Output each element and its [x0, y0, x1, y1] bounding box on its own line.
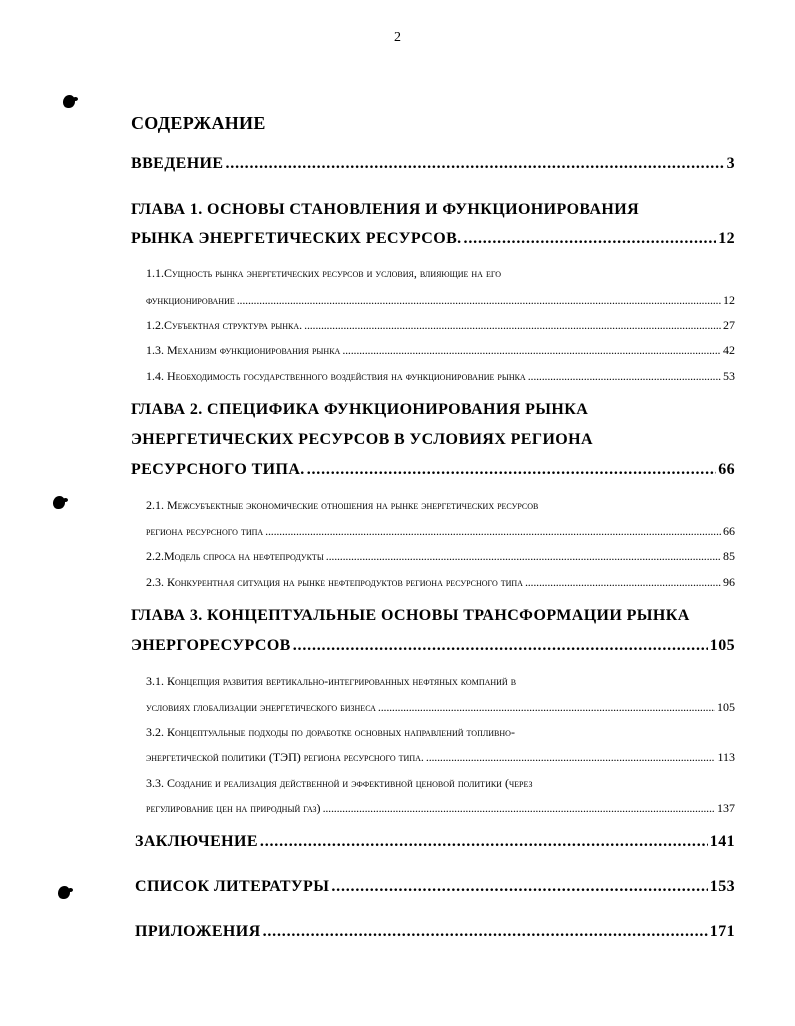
toc-entry-section-3-2-cont[interactable]: [146, 750, 735, 768]
toc-entry-section-1-3[interactable]: [146, 343, 735, 361]
page-ref: 12: [723, 293, 735, 307]
entry-text: 1.1.Сущность рынка энергетических ресурсов и условия, влияющие на его: [146, 266, 502, 280]
entry-text: энергетической политики (ТЭП) региона ресурсного типа.: [146, 750, 424, 764]
entry-text: 3.3. Создание и реализация действенной и эффективной ценовой политики (через: [146, 776, 533, 790]
dot-leader: [304, 318, 721, 333]
page-ref: 105: [717, 700, 735, 714]
page-ref: 137: [717, 801, 735, 815]
dot-leader: [378, 700, 715, 715]
entry-text: 2.2.Модель спроса на нефтепродукты: [146, 549, 324, 563]
toc-entry-section-3-1-cont[interactable]: [146, 700, 735, 718]
entry-text: РЕСУРСНОГО ТИПА.: [131, 461, 305, 478]
toc-entry-conclusion[interactable]: [135, 833, 735, 855]
dot-leader: [464, 230, 717, 248]
entry-text: ГЛАВА 3. КОНЦЕПТУАЛЬНЫЕ ОСНОВЫ ТРАНСФОРМАЦИИ РЫНКА: [131, 607, 690, 624]
entry-text: региона ресурсного типа: [146, 524, 264, 538]
toc-entry-chapter-2[interactable]: [131, 401, 735, 423]
ink-blot-mark: [58, 886, 70, 899]
ink-blot-mark: [53, 496, 65, 509]
page-ref: 105: [709, 637, 735, 654]
entry-text: ПРИЛОЖЕНИЯ: [135, 923, 261, 940]
page-ref: 96: [723, 575, 735, 589]
page-ref: 53: [723, 369, 735, 383]
page-ref: 3: [726, 155, 735, 172]
toc-entry-section-1-2[interactable]: [146, 318, 735, 336]
dot-leader: [331, 878, 707, 896]
entry-text: регулирование цен на природный газ): [146, 801, 321, 815]
entry-text: ЗАКЛЮЧЕНИЕ: [135, 833, 258, 850]
ink-blot-mark: [63, 95, 75, 108]
toc-entry-section-2-2[interactable]: [146, 549, 735, 567]
toc-entry-chapter-3[interactable]: [131, 607, 735, 629]
page-ref: 113: [717, 750, 735, 764]
dot-leader: [426, 750, 716, 765]
entry-text: 1.2.Субъектная структура рынка.: [146, 318, 303, 332]
page-ref: 171: [709, 923, 735, 940]
page-ref: 27: [723, 318, 735, 332]
dot-leader: [342, 343, 721, 358]
page-ref: 85: [723, 549, 735, 563]
toc-entry-chapter-1[interactable]: [131, 201, 735, 223]
page-ref: 66: [718, 461, 735, 478]
toc-entry-section-3-3-cont[interactable]: [146, 801, 735, 819]
entry-text: 3.2. Концептуальные подходы по доработке основных направлений топливно-: [146, 725, 515, 739]
toc-entry-appendices[interactable]: [135, 923, 735, 945]
page-ref: 12: [718, 230, 735, 247]
toc-entry-section-2-1-cont[interactable]: [146, 524, 735, 542]
toc-entry-section-2-3[interactable]: [146, 575, 735, 593]
dot-leader: [525, 575, 721, 590]
toc-entry-section-2-1[interactable]: [146, 498, 735, 516]
entry-text: ВВЕДЕНИЕ: [131, 155, 224, 172]
dot-leader: [307, 461, 716, 479]
toc-title: СОДЕРЖАНИЕ: [131, 113, 266, 133]
toc-entry-introduction[interactable]: [131, 155, 735, 177]
dot-leader: [293, 637, 708, 655]
page-ref: 141: [709, 833, 735, 850]
toc-entry-section-1-4[interactable]: [146, 369, 735, 387]
dot-leader: [323, 801, 715, 816]
toc-entry-chapter-2-end[interactable]: [131, 461, 735, 483]
toc-entry-section-3-1[interactable]: [146, 674, 735, 692]
entry-text: 3.1. Концепция развития вертикально-интегрированных нефтяных компаний в: [146, 674, 517, 688]
dot-leader: [237, 293, 721, 308]
toc-entry-references[interactable]: [135, 878, 735, 900]
entry-text: РЫНКА ЭНЕРГЕТИЧЕСКИХ РЕСУРСОВ.: [131, 230, 462, 247]
page-ref: 153: [709, 878, 735, 895]
dot-leader: [528, 369, 721, 384]
entry-text: 2.3. Конкурентная ситуация на рынке нефтепродуктов региона ресурсного типа: [146, 575, 523, 589]
page-number: 2: [394, 30, 401, 45]
page-ref: 42: [723, 343, 735, 357]
entry-text: 2.1. Межсубъектные экономические отношения на рынке энергетических ресурсов: [146, 498, 539, 512]
dot-leader: [265, 524, 721, 539]
dot-leader: [326, 549, 721, 564]
dot-leader: [263, 923, 708, 941]
entry-text: ГЛАВА 2. СПЕЦИФИКА ФУНКЦИОНИРОВАНИЯ РЫНКА: [131, 401, 589, 418]
entry-text: функционирование: [146, 293, 235, 307]
entry-text: 1.4. Необходимость государственного воздействия на функционирование рынка: [146, 369, 526, 383]
toc-entry-section-1-1[interactable]: [146, 266, 735, 284]
entry-text: ГЛАВА 1. ОСНОВЫ СТАНОВЛЕНИЯ И ФУНКЦИОНИРОВАНИЯ: [131, 201, 640, 218]
entry-text: ЭНЕРГЕТИЧЕСКИХ РЕСУРСОВ В УСЛОВИЯХ РЕГИОНА: [131, 431, 593, 448]
toc-entry-chapter-2-cont[interactable]: [131, 431, 735, 453]
dot-leader: [225, 155, 724, 173]
entry-text: условиях глобализации энергетического бизнеса: [146, 700, 376, 714]
entry-text: СПИСОК ЛИТЕРАТУРЫ: [135, 878, 330, 895]
page-ref: 66: [723, 524, 735, 538]
toc-entry-section-3-2[interactable]: [146, 725, 735, 743]
toc-entry-section-1-1-cont[interactable]: [146, 293, 735, 311]
entry-text: ЭНЕРГОРЕСУРСОВ: [131, 637, 291, 654]
toc-entry-section-3-3[interactable]: [146, 776, 735, 794]
dot-leader: [260, 833, 708, 851]
toc-entry-chapter-1-cont[interactable]: [131, 230, 735, 252]
entry-text: 1.3. Механизм функционирования рынка: [146, 343, 341, 357]
toc-entry-chapter-3-cont[interactable]: [131, 637, 735, 659]
